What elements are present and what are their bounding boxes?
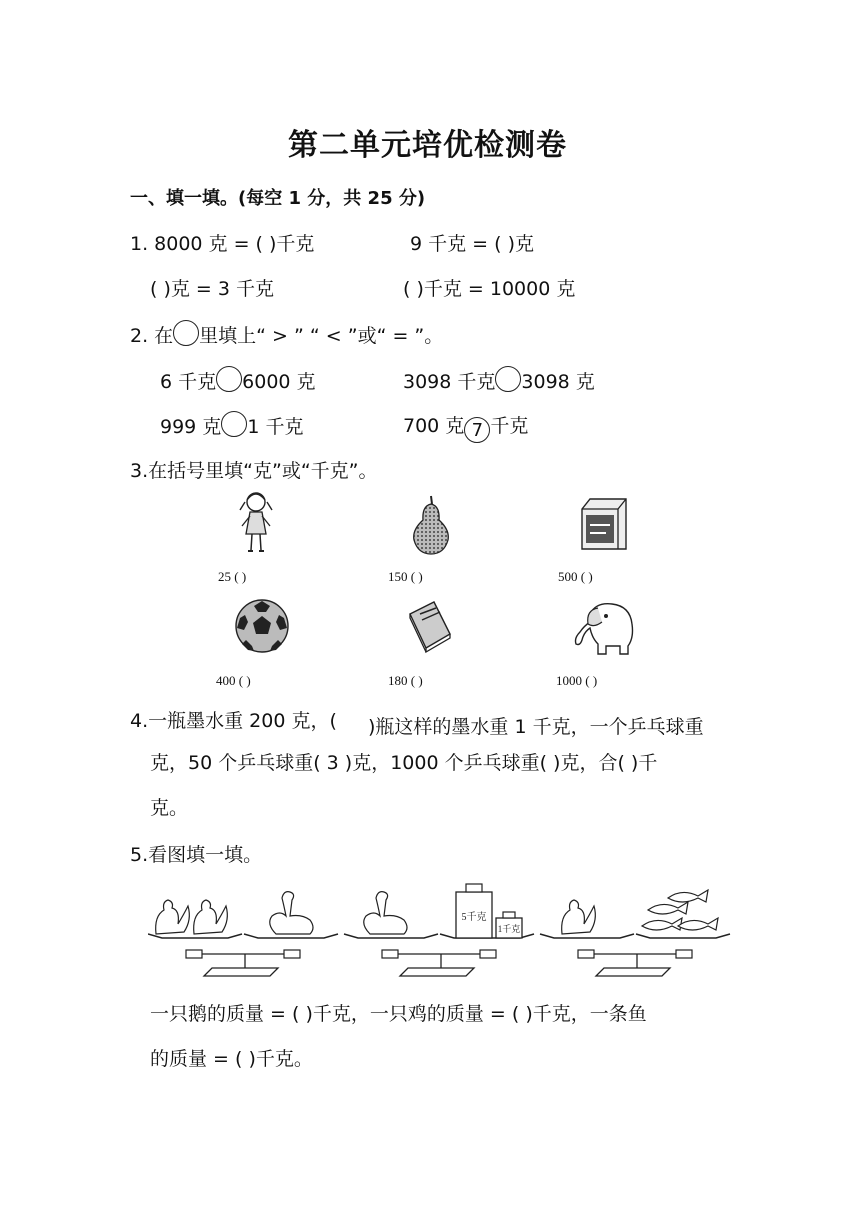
q1-d: ( )千克 = 10000 克 <box>403 278 576 300</box>
compare-circle[interactable]: 7 <box>464 417 490 443</box>
q2-instruction <box>130 320 443 348</box>
q2-item-left: 700 克 <box>403 415 465 437</box>
q3-label-3: 500 ( ) <box>558 569 593 584</box>
q4-line1b: )瓶这样的墨水重 1 千克，一个乒乓球重 <box>368 716 704 738</box>
weight-5kg-label: 5千克 <box>461 912 487 923</box>
q2-item-right: 3098 克 <box>521 371 595 393</box>
q2-prefix: 2. 在 <box>130 325 174 347</box>
balance-scales-figure <box>148 876 734 982</box>
girl-icon <box>236 488 276 558</box>
q1-b: 9 千克 = ( )克 <box>410 233 534 255</box>
balance-scale-3 <box>540 890 730 976</box>
q4-line3: 克。 <box>150 797 189 819</box>
book-icon <box>404 600 454 654</box>
q4-line1a: 4.一瓶墨水重 200 克，( <box>130 710 337 732</box>
soccer-ball-icon <box>234 598 290 654</box>
compare-circle[interactable] <box>495 366 521 392</box>
q2-item-3 <box>160 411 303 439</box>
q1-c: ( )克 = 3 千克 <box>150 278 274 300</box>
q2-item-right: 1 千克 <box>247 416 304 438</box>
q2-item-1 <box>160 366 316 394</box>
q2-item-4 <box>403 411 528 443</box>
q2-item-left: 3098 千克 <box>403 371 496 393</box>
q2-item-left: 6 千克 <box>160 371 217 393</box>
q3-label-2: 150 ( ) <box>388 569 423 584</box>
section-heading: 一、填一填。(每空 1 分，共 25 分) <box>130 188 426 209</box>
q2-item-right: 6000 克 <box>242 371 316 393</box>
page-title: 第二单元培优检测卷 <box>288 128 567 163</box>
compare-circle[interactable] <box>221 411 247 437</box>
pear-icon <box>408 494 454 556</box>
q4-line2: 克，50 个乒乓球重( 3 )克，1000 个乒乓球重( )克，合( )千 <box>150 752 658 774</box>
q3-label-6: 1000 ( ) <box>556 673 598 688</box>
q1-a: 1. 8000 克 = ( )千克 <box>130 233 315 255</box>
compare-circle[interactable] <box>216 366 242 392</box>
q3-label-4: 400 ( ) <box>216 673 251 688</box>
q3-label-1: 25 ( ) <box>218 569 247 584</box>
weight-1kg-label: 1千克 <box>497 924 521 934</box>
q5-answer-line1: 一只鹅的质量 = ( )千克，一只鸡的质量 = ( )千克，一条鱼 <box>150 1003 647 1025</box>
q2-item-right: 千克 <box>490 415 529 437</box>
q3-label-5: 180 ( ) <box>388 673 423 688</box>
milk-carton-icon <box>576 495 632 553</box>
q3-instruction: 3.在括号里填“克”或“千克”。 <box>130 460 378 482</box>
q5-instruction: 5.看图填一填。 <box>130 844 263 866</box>
q2-suffix: 里填上“ > ” “ < ”或“ = ”。 <box>199 325 444 347</box>
q2-item-2 <box>403 366 595 394</box>
q5-answer-line2: 的质量 = ( )千克。 <box>150 1048 313 1070</box>
q2-item-left: 999 克 <box>160 416 222 438</box>
circle-icon <box>173 320 199 346</box>
elephant-icon <box>572 598 638 656</box>
balance-scale-1 <box>148 892 338 976</box>
balance-scale-2 <box>344 884 534 976</box>
